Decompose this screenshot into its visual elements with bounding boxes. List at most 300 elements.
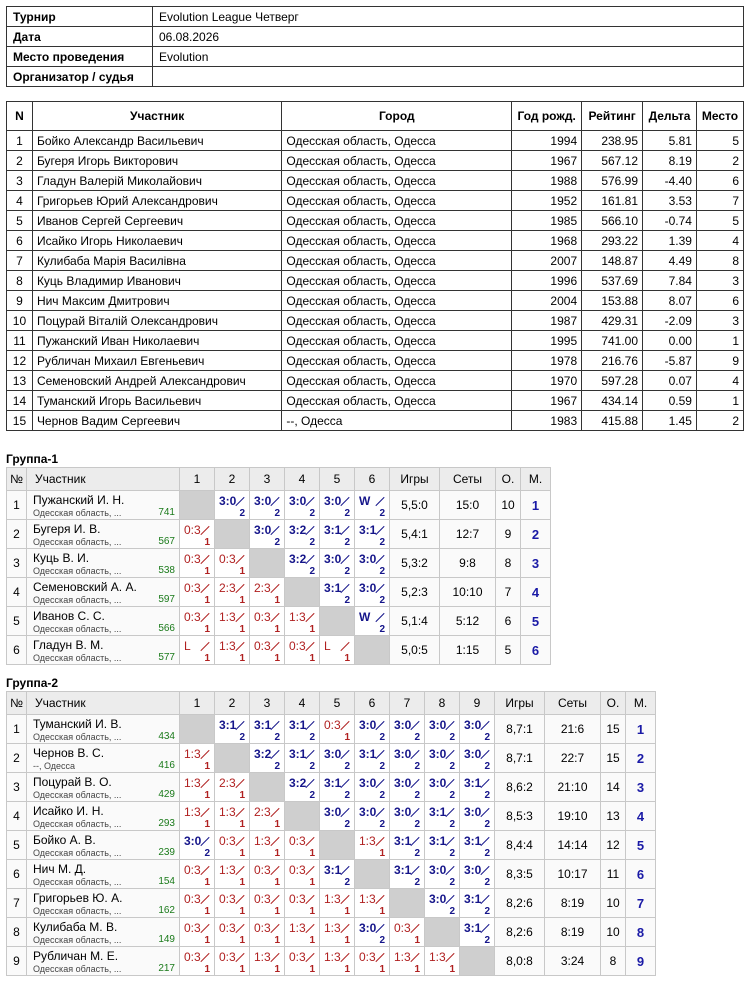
match-points: 2	[309, 566, 315, 577]
match-result	[460, 831, 494, 859]
games-summary: 8,6:2	[495, 773, 545, 802]
match-result	[320, 578, 354, 606]
match-result-cell[interactable]	[250, 860, 285, 889]
player-cell	[27, 520, 180, 549]
match-result-cell[interactable]	[250, 491, 285, 520]
match-result-cell[interactable]	[320, 889, 355, 918]
result-divider	[340, 555, 349, 564]
match-result-cell[interactable]	[180, 607, 215, 636]
match-result-cell[interactable]	[390, 744, 425, 773]
result-divider	[270, 642, 279, 651]
match-score: 3:0	[254, 523, 272, 537]
match-result-cell[interactable]	[390, 860, 425, 889]
player-rating: 538	[158, 565, 175, 576]
match-result-cell[interactable]	[215, 889, 250, 918]
match-result-cell[interactable]	[180, 918, 215, 947]
match-result-cell[interactable]	[215, 578, 250, 607]
participant-city: --, Одесса	[282, 411, 512, 431]
match-result-cell[interactable]	[355, 491, 390, 520]
match-result-cell[interactable]	[425, 947, 460, 976]
participant-row	[7, 271, 744, 291]
result-divider	[305, 555, 314, 564]
match-result-cell[interactable]	[180, 520, 215, 549]
match-result-cell[interactable]	[355, 607, 390, 636]
player-cell	[27, 578, 180, 607]
match-result-cell[interactable]	[355, 715, 390, 744]
rating: 537.69	[582, 271, 643, 291]
match-result-cell[interactable]	[320, 918, 355, 947]
match-result-cell[interactable]	[425, 744, 460, 773]
match-result	[425, 889, 459, 917]
result-divider	[480, 895, 489, 904]
match-result-cell[interactable]	[285, 889, 320, 918]
match-result-cell[interactable]	[320, 773, 355, 802]
match-result-cell[interactable]	[355, 549, 390, 578]
col-header-opponent: 3	[250, 692, 285, 715]
games-summary: 8,7:1	[495, 715, 545, 744]
player-rating: 149	[158, 934, 175, 945]
match-result-cell[interactable]	[285, 491, 320, 520]
self-match-cell	[250, 773, 285, 802]
participant-city: Одесская область, Одесса	[282, 251, 512, 271]
match-result-cell[interactable]	[285, 831, 320, 860]
player-rating: 434	[158, 731, 175, 742]
match-points: 1	[204, 790, 210, 801]
player-rating: 239	[158, 847, 175, 858]
match-points: 2	[344, 790, 350, 801]
match-points: 1	[239, 964, 245, 975]
result-divider	[340, 526, 349, 535]
match-result	[180, 918, 214, 946]
match-result-cell[interactable]	[215, 607, 250, 636]
match-result-cell[interactable]	[180, 773, 215, 802]
match-result-cell[interactable]	[355, 918, 390, 947]
points-total: 10	[601, 918, 626, 947]
match-score: 0:3	[184, 523, 201, 537]
player-name: Рубличан М. Е.	[33, 949, 119, 963]
match-points: 2	[344, 819, 350, 830]
participant-name: Куць Владимир Иванович	[32, 271, 281, 291]
match-result	[285, 860, 319, 888]
match-result-cell[interactable]	[285, 947, 320, 976]
match-points: 1	[309, 935, 315, 946]
match-result-cell[interactable]	[355, 802, 390, 831]
match-result-cell[interactable]	[250, 607, 285, 636]
col-header-birth-year: Год рожд.	[512, 102, 582, 131]
match-result-cell[interactable]	[425, 831, 460, 860]
col-header-opponent: 3	[250, 468, 285, 491]
group-row	[7, 831, 656, 860]
match-result	[320, 802, 354, 830]
match-result-cell[interactable]	[460, 715, 495, 744]
col-header-opponent: 5	[320, 468, 355, 491]
group-2-table	[6, 691, 656, 976]
place: 4	[696, 231, 743, 251]
match-result-cell[interactable]	[425, 773, 460, 802]
points-total: 15	[601, 715, 626, 744]
match-score: 3:0	[464, 747, 482, 761]
match-result-cell[interactable]	[320, 549, 355, 578]
match-points: 2	[239, 508, 245, 519]
place: 1	[696, 331, 743, 351]
match-result	[425, 947, 459, 975]
match-result-cell[interactable]	[320, 520, 355, 549]
place: 6	[696, 171, 743, 191]
match-result-cell[interactable]	[215, 549, 250, 578]
row-number: 3	[7, 171, 33, 191]
group-row	[7, 520, 551, 549]
row-number: 3	[7, 773, 27, 802]
match-points: 2	[484, 790, 490, 801]
match-score: 3:0	[464, 718, 482, 732]
match-score: 0:3	[254, 892, 271, 906]
rating: 566.10	[582, 211, 643, 231]
match-points: 2	[484, 848, 490, 859]
match-result	[180, 889, 214, 917]
match-points: 2	[344, 508, 350, 519]
match-result-cell[interactable]	[215, 831, 250, 860]
result-divider	[235, 895, 244, 904]
self-match-cell	[390, 889, 425, 918]
match-result-cell[interactable]	[390, 947, 425, 976]
sets-summary: 8:19	[545, 918, 601, 947]
match-result-cell[interactable]	[320, 715, 355, 744]
participant-name: Поцурай Віталій Олександрович	[32, 311, 281, 331]
match-result-cell[interactable]	[250, 831, 285, 860]
match-result-cell[interactable]	[320, 860, 355, 889]
match-result-cell[interactable]	[390, 802, 425, 831]
match-result-cell[interactable]	[320, 578, 355, 607]
match-result-cell[interactable]	[180, 636, 215, 665]
match-points: 2	[484, 877, 490, 888]
match-score: 3:1	[429, 805, 447, 819]
result-divider	[200, 924, 209, 933]
match-result-cell[interactable]	[285, 773, 320, 802]
result-divider	[270, 953, 279, 962]
match-result-cell[interactable]	[250, 520, 285, 549]
match-result-cell[interactable]	[285, 744, 320, 773]
match-points: 1	[239, 906, 245, 917]
player-cell	[27, 831, 180, 860]
self-match-cell	[215, 520, 250, 549]
match-result-cell[interactable]	[215, 491, 250, 520]
match-result-cell[interactable]	[425, 860, 460, 889]
player-rating: 577	[158, 652, 175, 663]
match-result-cell[interactable]	[180, 947, 215, 976]
match-result-cell[interactable]	[355, 578, 390, 607]
match-result-cell[interactable]	[180, 549, 215, 578]
match-points: 1	[274, 624, 280, 635]
match-result-cell[interactable]	[390, 715, 425, 744]
player-cell	[27, 636, 180, 665]
match-points: 2	[379, 819, 385, 830]
match-result-cell[interactable]	[250, 744, 285, 773]
match-result-cell[interactable]	[180, 578, 215, 607]
col-header-participant: Участник	[32, 102, 281, 131]
match-result-cell[interactable]	[460, 889, 495, 918]
participant-name: Семеновский Андрей Александрович	[32, 371, 281, 391]
match-result-cell[interactable]	[425, 802, 460, 831]
match-score: 3:0	[394, 805, 412, 819]
match-result-cell[interactable]	[250, 918, 285, 947]
row-number: 5	[7, 211, 33, 231]
match-result-cell[interactable]	[355, 947, 390, 976]
match-score: 3:2	[254, 747, 272, 761]
match-result-cell[interactable]	[285, 520, 320, 549]
match-result-cell[interactable]	[425, 715, 460, 744]
match-result	[425, 744, 459, 772]
match-result-cell[interactable]	[215, 636, 250, 665]
match-result-cell[interactable]	[390, 918, 425, 947]
match-result-cell[interactable]	[180, 802, 215, 831]
match-result	[320, 947, 354, 975]
match-result-cell[interactable]	[215, 860, 250, 889]
match-points: 1	[344, 935, 350, 946]
match-points: 1	[309, 906, 315, 917]
result-divider	[305, 721, 314, 730]
result-divider	[340, 497, 349, 506]
match-result-cell[interactable]	[285, 607, 320, 636]
match-result-cell[interactable]	[285, 860, 320, 889]
result-divider	[200, 526, 209, 535]
birth-year: 1985	[512, 211, 582, 231]
result-divider	[305, 613, 314, 622]
match-score: L	[324, 639, 331, 653]
delta: -0.74	[643, 211, 697, 231]
match-result-cell[interactable]	[320, 947, 355, 976]
match-result-cell[interactable]	[180, 831, 215, 860]
match-points: 1	[379, 848, 385, 859]
match-result	[460, 802, 494, 830]
match-result	[285, 773, 319, 801]
birth-year: 1968	[512, 231, 582, 251]
place: 4	[696, 371, 743, 391]
sets-summary: 1:15	[440, 636, 496, 665]
result-divider	[480, 808, 489, 817]
match-result	[215, 773, 249, 801]
final-place: 2	[521, 520, 551, 549]
result-divider	[410, 837, 419, 846]
match-result	[355, 744, 389, 772]
match-result	[355, 918, 389, 946]
match-result-cell[interactable]	[215, 715, 250, 744]
match-result-cell[interactable]	[390, 831, 425, 860]
match-points: 2	[414, 848, 420, 859]
match-result-cell[interactable]	[285, 918, 320, 947]
match-result-cell[interactable]	[320, 802, 355, 831]
match-result-cell[interactable]	[215, 918, 250, 947]
match-result-cell[interactable]	[250, 947, 285, 976]
match-result	[355, 520, 389, 548]
match-score: 0:3	[324, 718, 341, 732]
sets-summary: 12:7	[440, 520, 496, 549]
match-points: 1	[239, 848, 245, 859]
match-result	[215, 549, 249, 577]
participant-row	[7, 391, 744, 411]
points-total: 15	[601, 744, 626, 773]
place: 2	[696, 151, 743, 171]
row-number: 9	[7, 291, 33, 311]
result-divider	[375, 924, 384, 933]
match-score: 1:3	[289, 921, 306, 935]
match-result-cell[interactable]	[250, 636, 285, 665]
match-result-cell[interactable]	[180, 860, 215, 889]
participant-city: Одесская область, Одесса	[282, 271, 512, 291]
result-divider	[375, 837, 384, 846]
match-result-cell[interactable]	[460, 918, 495, 947]
match-result-cell[interactable]	[285, 636, 320, 665]
group-row	[7, 636, 551, 665]
match-points: 2	[274, 732, 280, 743]
match-result	[215, 607, 249, 635]
match-result-cell[interactable]	[355, 520, 390, 549]
self-match-cell	[285, 578, 320, 607]
birth-year: 1967	[512, 391, 582, 411]
match-result-cell[interactable]	[250, 802, 285, 831]
match-score: 3:1	[359, 747, 377, 761]
group-row	[7, 947, 656, 976]
match-result-cell[interactable]	[215, 773, 250, 802]
match-result	[285, 636, 319, 664]
result-divider	[480, 779, 489, 788]
col-header-points: О.	[601, 692, 626, 715]
match-result	[285, 715, 319, 743]
match-score: 3:0	[359, 921, 377, 935]
row-number: 7	[7, 889, 27, 918]
match-result-cell[interactable]	[215, 947, 250, 976]
row-number: 2	[7, 520, 27, 549]
result-divider	[445, 837, 454, 846]
result-divider	[445, 866, 454, 875]
match-result-cell[interactable]	[460, 802, 495, 831]
rating: 597.28	[582, 371, 643, 391]
delta: 3.53	[643, 191, 697, 211]
match-points: 2	[274, 761, 280, 772]
col-header-opponent: 4	[285, 468, 320, 491]
result-divider	[270, 895, 279, 904]
player-name: Куць В. И.	[33, 551, 90, 565]
match-result	[250, 860, 284, 888]
result-divider	[375, 555, 384, 564]
result-divider	[235, 953, 244, 962]
match-points: 1	[204, 935, 210, 946]
match-result-cell[interactable]	[460, 773, 495, 802]
result-divider	[305, 779, 314, 788]
group-row	[7, 773, 656, 802]
player-city: Одесская область, ...	[33, 732, 122, 742]
match-result-cell[interactable]	[460, 831, 495, 860]
final-place: 4	[521, 578, 551, 607]
participant-row	[7, 151, 744, 171]
match-points: 1	[204, 761, 210, 772]
match-result-cell[interactable]	[320, 636, 355, 665]
row-number: 13	[7, 371, 33, 391]
match-score: 3:0	[324, 747, 342, 761]
match-result-cell[interactable]	[320, 744, 355, 773]
birth-year: 2007	[512, 251, 582, 271]
info-row	[7, 7, 744, 27]
participant-city: Одесская область, Одесса	[282, 191, 512, 211]
participant-name: Нич Максим Дмитрович	[32, 291, 281, 311]
match-result-cell[interactable]	[215, 802, 250, 831]
participants-body	[7, 131, 744, 431]
participant-name: Бойко Александр Васильевич	[32, 131, 281, 151]
match-score: 0:3	[184, 892, 201, 906]
match-points: 1	[239, 877, 245, 888]
match-score: 0:3	[184, 552, 201, 566]
player-rating: 429	[158, 789, 175, 800]
match-result-cell[interactable]	[355, 889, 390, 918]
match-score: 1:3	[429, 950, 446, 964]
match-score: 0:3	[254, 863, 271, 877]
match-result-cell[interactable]	[250, 889, 285, 918]
match-result-cell[interactable]	[355, 831, 390, 860]
match-score: 3:1	[254, 718, 272, 732]
match-result-cell[interactable]	[460, 860, 495, 889]
match-points: 2	[379, 790, 385, 801]
match-result-cell[interactable]	[180, 889, 215, 918]
result-divider	[270, 750, 279, 759]
match-result-cell[interactable]	[425, 889, 460, 918]
match-result-cell[interactable]	[285, 715, 320, 744]
result-divider	[410, 750, 419, 759]
birth-year: 1994	[512, 131, 582, 151]
points-total: 8	[496, 549, 521, 578]
match-result-cell[interactable]	[355, 773, 390, 802]
row-number: 8	[7, 271, 33, 291]
result-divider	[410, 779, 419, 788]
games-summary: 8,4:4	[495, 831, 545, 860]
match-score: 1:3	[184, 805, 201, 819]
match-points: 1	[274, 935, 280, 946]
match-score: 1:3	[219, 805, 236, 819]
match-result-cell[interactable]	[285, 549, 320, 578]
participant-row	[7, 251, 744, 271]
result-divider	[410, 808, 419, 817]
birth-year: 1988	[512, 171, 582, 191]
match-result-cell[interactable]	[180, 744, 215, 773]
result-divider	[235, 808, 244, 817]
match-result-cell[interactable]	[355, 744, 390, 773]
match-score: 3:0	[359, 805, 377, 819]
result-divider	[235, 584, 244, 593]
match-result-cell[interactable]	[250, 715, 285, 744]
match-points: 1	[204, 906, 210, 917]
row-number: 6	[7, 860, 27, 889]
match-score: 3:0	[359, 552, 377, 566]
match-points: 2	[414, 732, 420, 743]
match-result-cell[interactable]	[460, 744, 495, 773]
col-header-num: №	[7, 468, 27, 491]
match-result-cell[interactable]	[320, 491, 355, 520]
match-score: 3:0	[429, 776, 447, 790]
result-divider	[235, 837, 244, 846]
match-result-cell[interactable]	[250, 578, 285, 607]
match-score: 3:1	[324, 863, 342, 877]
rating: 429.31	[582, 311, 643, 331]
delta: 1.45	[643, 411, 697, 431]
match-result	[390, 802, 424, 830]
match-result	[355, 607, 389, 635]
row-number: 4	[7, 578, 27, 607]
participant-city: Одесская область, Одесса	[282, 311, 512, 331]
participant-row	[7, 131, 744, 151]
match-result	[250, 947, 284, 975]
match-result-cell[interactable]	[390, 773, 425, 802]
group-row	[7, 860, 656, 889]
match-result	[180, 520, 214, 548]
match-score: 2:3	[254, 805, 271, 819]
